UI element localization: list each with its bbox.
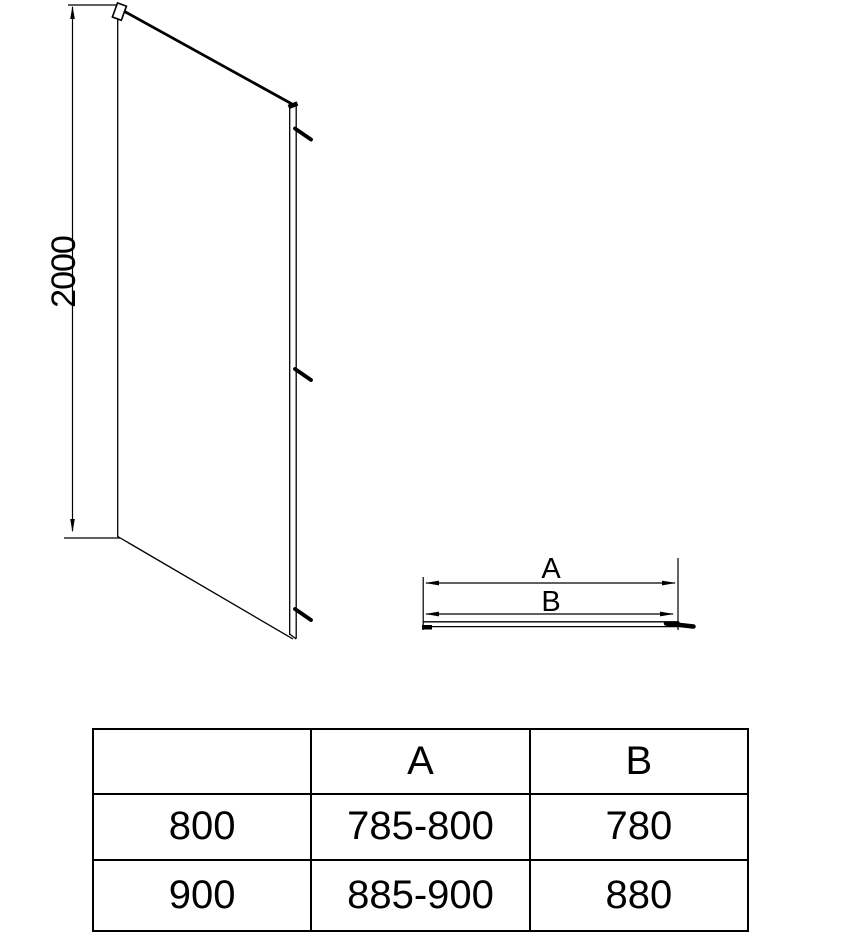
fixing-peg-top (295, 129, 311, 140)
glass-panel-outline (118, 8, 298, 639)
dimension-a-label: A (541, 553, 561, 585)
cell-b-900: 880 (530, 860, 748, 931)
dimension-b-label: B (541, 586, 561, 618)
plan-glass-bar (422, 622, 694, 630)
arrowhead-a-left (425, 581, 439, 586)
arrowhead-b-left (425, 612, 439, 617)
arrowhead-a-right (662, 581, 676, 586)
cell-a-900: 885-900 (311, 860, 529, 931)
dimension-a (425, 553, 676, 585)
size-table-header-model (93, 729, 311, 794)
plan-wall-bracket (666, 624, 694, 627)
panel-front-view (45, 3, 311, 639)
fixing-peg-middle (295, 369, 311, 380)
cell-model-900: 900 (93, 860, 311, 931)
panel-top-edge (121, 10, 292, 105)
size-table-header-a: A (311, 729, 529, 794)
arrowhead-down (70, 519, 75, 533)
size-table-header-b: B (530, 729, 748, 794)
dimension-b (425, 586, 674, 618)
size-table-row-900 (93, 860, 748, 931)
size-table (92, 728, 749, 932)
panel-plan-view (422, 553, 694, 630)
cell-model-800: 800 (93, 794, 311, 861)
panel-bottom-edge (118, 537, 293, 640)
height-dimension-label: 2000 (45, 236, 83, 308)
size-table-header-row (93, 729, 748, 794)
fixing-pegs (295, 129, 311, 621)
plan-left-foot (422, 625, 432, 630)
fixing-peg-bottom (295, 609, 311, 620)
cell-a-800: 785-800 (311, 794, 529, 861)
arrowhead-up (70, 6, 75, 20)
arrowhead-b-right (660, 612, 674, 617)
cell-b-800: 780 (530, 794, 748, 861)
height-dimension (45, 5, 120, 538)
size-table-row-800 (93, 794, 748, 861)
